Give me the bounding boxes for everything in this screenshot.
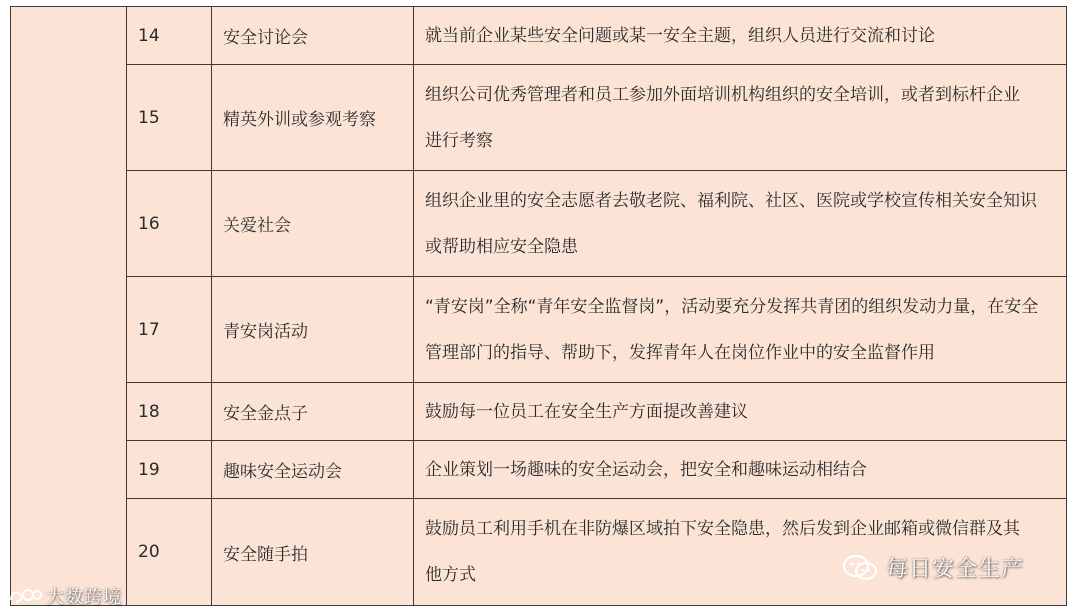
activity-description xyxy=(414,7,1067,65)
activity-description xyxy=(414,441,1067,499)
wechat-icon xyxy=(842,554,878,582)
activity-name: 安全随手拍 xyxy=(212,499,414,606)
watermark-left xyxy=(8,583,122,609)
description-line: 鼓励每一位员工在安全生产方面提改善建议 xyxy=(425,401,748,422)
activity-description xyxy=(414,277,1067,383)
description-line: 或帮助相应安全隐患 xyxy=(425,236,578,257)
description-line: 鼓励员工利用手机在非防爆区域拍下安全隐患，然后发到企业邮箱或微信群及其 xyxy=(425,519,1020,539)
description-line: 组织企业里的安全志愿者去敬老院、福利院、社区、医院或学校宣传相关安全知识 xyxy=(425,190,1037,211)
activity-description xyxy=(414,171,1067,277)
description-line: 进行考察 xyxy=(425,130,493,151)
row-number: 17 xyxy=(127,277,212,383)
table-row xyxy=(11,383,1067,441)
activity-table xyxy=(10,6,1067,606)
row-number: 18 xyxy=(127,383,212,441)
description-line: “青安岗”全称“青年安全监督岗”，活动要充分发挥共青团的组织发动力量，在安全 xyxy=(425,296,1039,317)
activity-name: 安全讨论会 xyxy=(212,7,414,65)
table-row xyxy=(11,171,1067,277)
description-line: 企业策划一场趣味的安全运动会，把安全和趣味运动相结合 xyxy=(425,459,867,480)
table-row xyxy=(11,7,1067,65)
activity-description xyxy=(414,383,1067,441)
activity-name: 精英外训或参观考察 xyxy=(212,65,414,171)
row-number: 19 xyxy=(127,441,212,499)
table-row xyxy=(11,277,1067,383)
watermark-right-text: 每日安全生产 xyxy=(886,557,1025,582)
table-row xyxy=(11,441,1067,499)
watermark-left-text: 大数跨境 xyxy=(46,587,122,608)
description-line: 组织公司优秀管理者和员工参加外面培训机构组织的安全培训，或者到标杆企业 xyxy=(425,84,1020,105)
activity-description xyxy=(414,65,1067,171)
weibo-logo-icon xyxy=(8,586,42,606)
table-row xyxy=(11,65,1067,171)
row-number: 15 xyxy=(127,65,212,171)
activity-name: 青安岗活动 xyxy=(212,277,414,383)
activity-name: 安全金点子 xyxy=(212,383,414,441)
row-number: 20 xyxy=(127,499,212,606)
row-number: 14 xyxy=(127,7,212,65)
row-number: 16 xyxy=(127,171,212,277)
description-line: 就当前企业某些安全问题或某一安全主题，组织人员进行交流和讨论 xyxy=(425,25,935,46)
description-line: 管理部门的指导、帮助下，发挥青年人在岗位作业中的安全监督作用 xyxy=(425,342,935,363)
watermark-right xyxy=(842,552,1024,583)
merged-blank-cell xyxy=(11,7,127,606)
description-line: 他方式 xyxy=(425,565,476,585)
activity-name: 趣味安全运动会 xyxy=(212,441,414,499)
activity-name: 关爱社会 xyxy=(212,171,414,277)
